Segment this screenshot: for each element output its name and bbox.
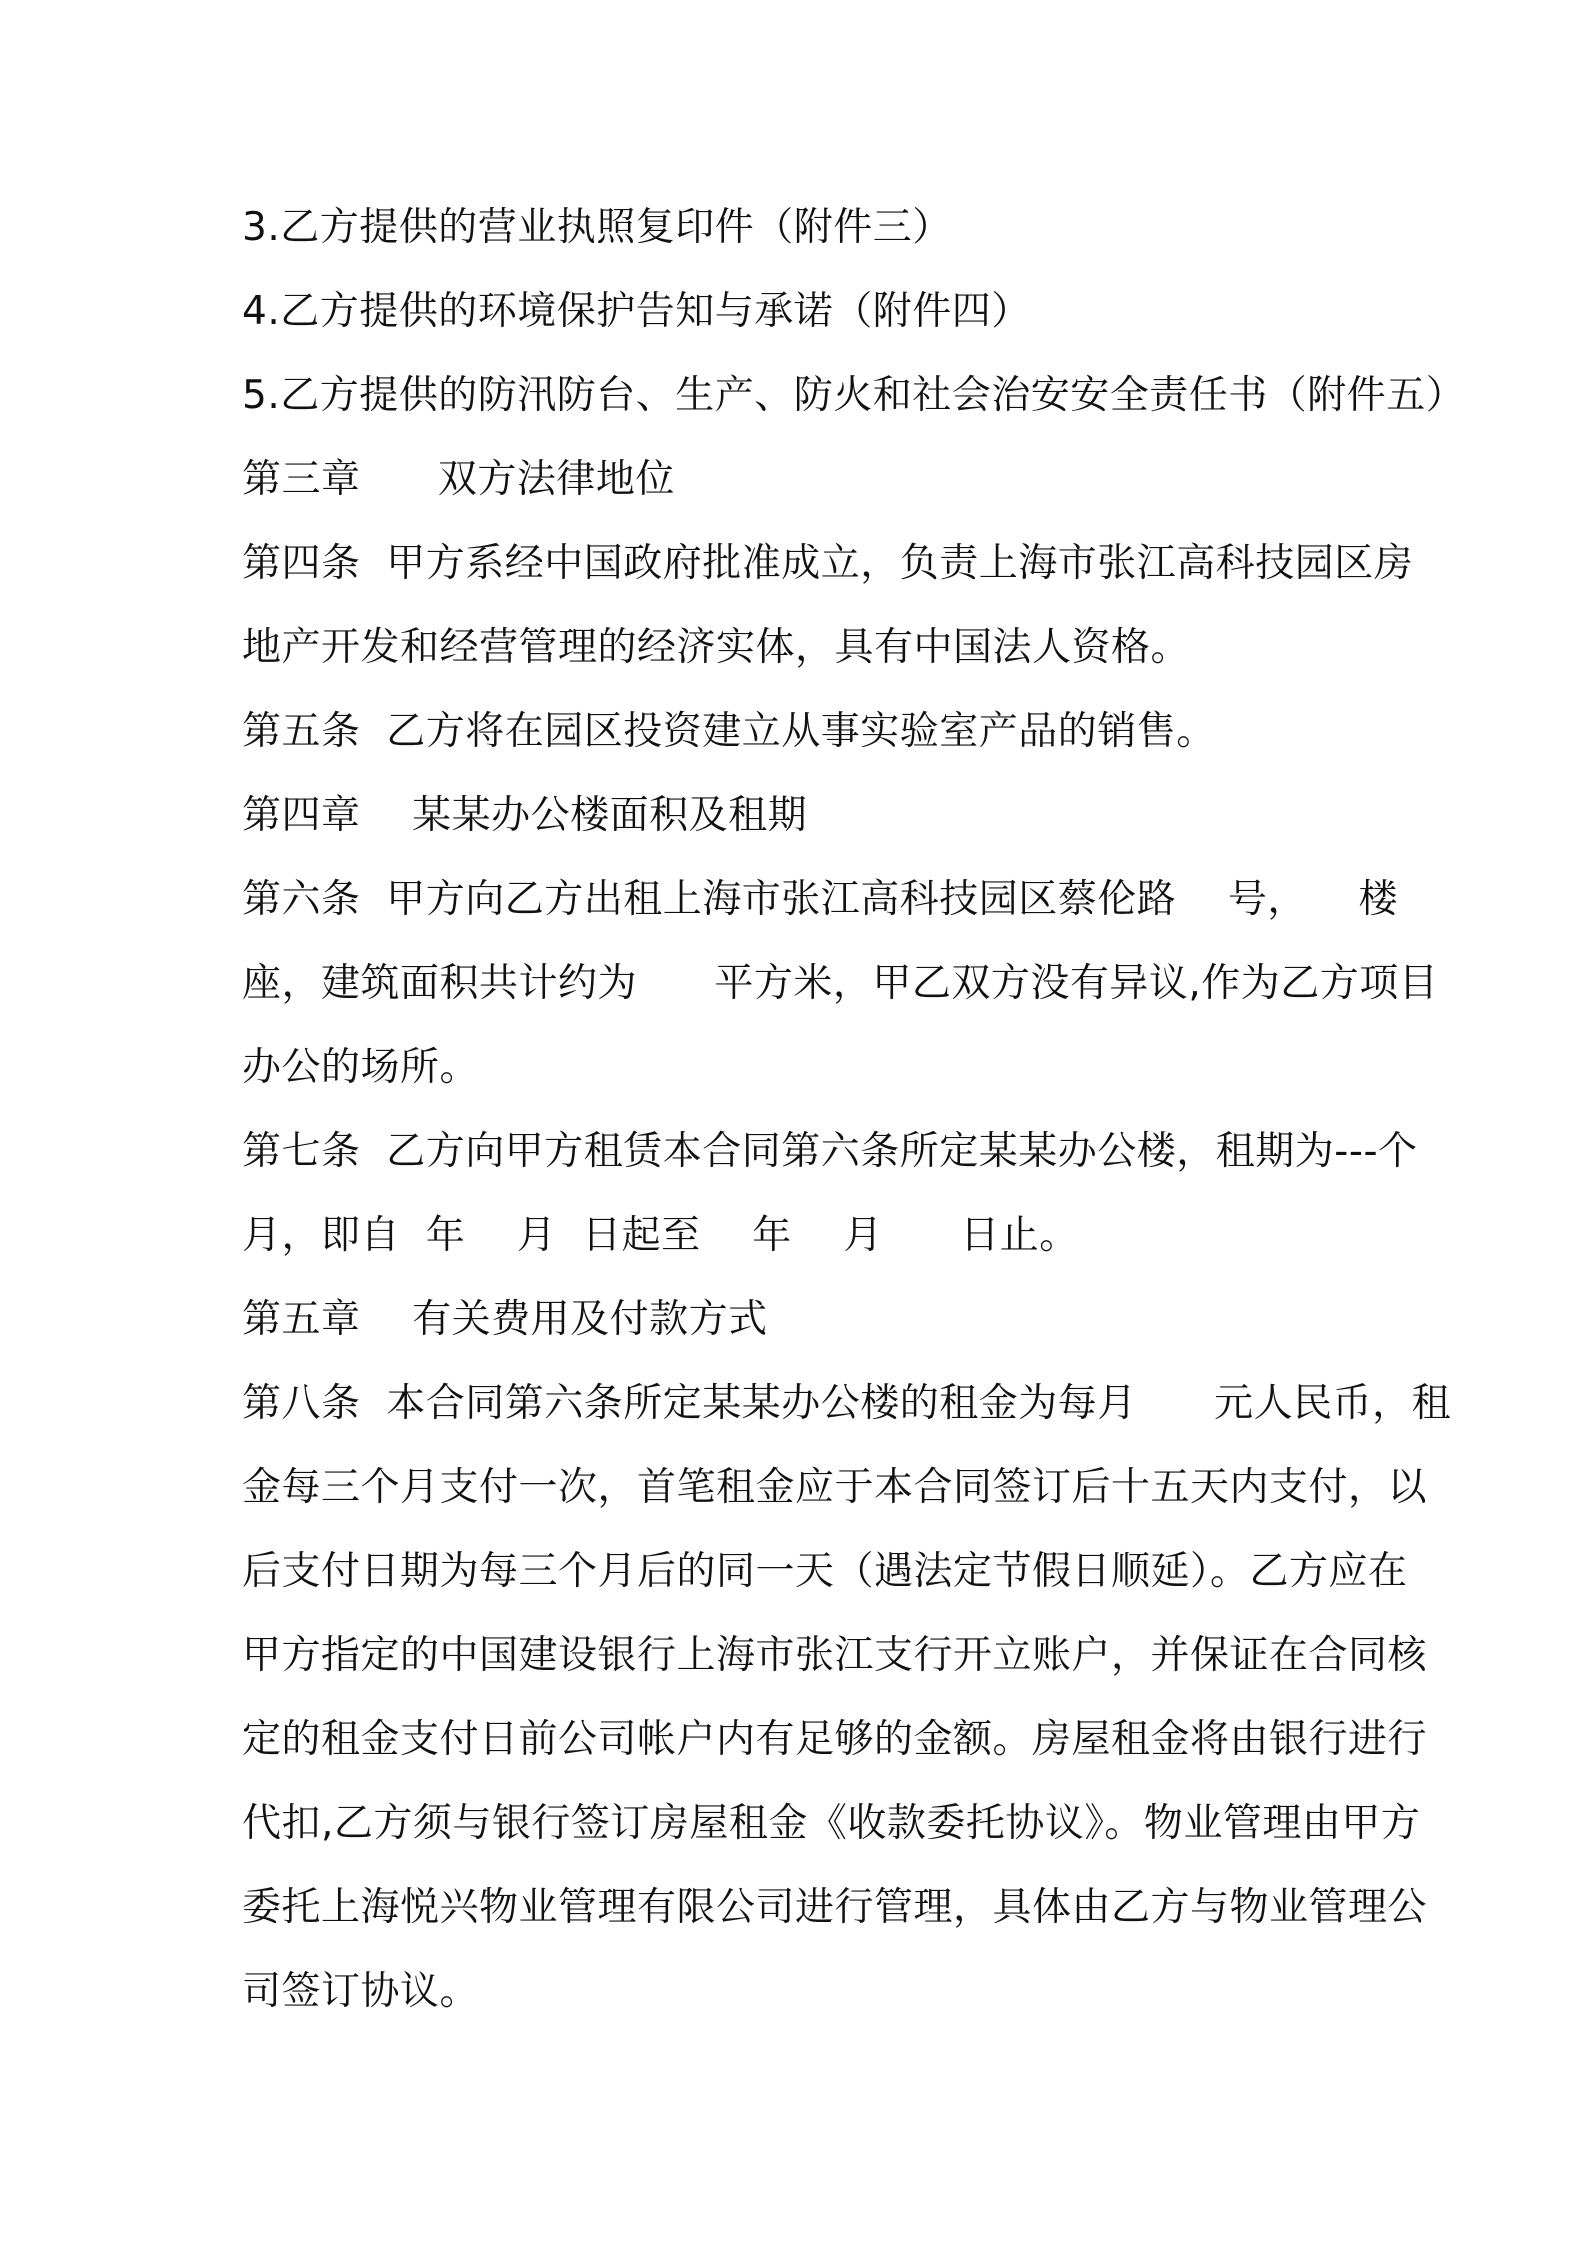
chapter-heading-5: 第五章 有关费用及付款方式	[242, 1297, 768, 1342]
article-4-line-2: 地产开发和经营管理的经济实体，具有中国法人资格。	[242, 625, 1191, 670]
article-6-line-2: 座，建筑面积共计约为 平方米，甲乙双方没有异议,作为乙方项目	[242, 961, 1439, 1006]
article-8-line-4: 甲方指定的中国建设银行上海市张江支行开立账户，并保证在合同核	[242, 1633, 1428, 1678]
article-7-line-1: 第七条 乙方向甲方租赁本合同第六条所定某某办公楼，租期为---个	[242, 1129, 1418, 1174]
text-line-attachment-4: 4.乙方提供的环境保护告知与承诺（附件四）	[242, 289, 1031, 334]
article-6-line-1: 第六条 甲方向乙方出租上海市张江高科技园区蔡伦路 号， 楼	[242, 877, 1398, 922]
article-8-line-7: 委托上海悦兴物业管理有限公司进行管理，具体由乙方与物业管理公	[242, 1885, 1428, 1930]
text-line-attachment-5: 5.乙方提供的防汛防台、生产、防火和社会治安安全责任书（附件五）	[242, 373, 1466, 418]
article-6-line-3: 办公的场所。	[242, 1045, 480, 1090]
chapter-heading-3: 第三章 双方法律地位	[242, 457, 675, 502]
chapter-heading-4: 第四章 某某办公楼面积及租期	[242, 793, 808, 838]
article-8-line-1: 第八条 本合同第六条所定某某办公楼的租金为每月 元人民币，租	[242, 1381, 1452, 1426]
text-line-attachment-3: 3.乙方提供的营业执照复印件（附件三）	[242, 205, 952, 250]
article-4-line-1: 第四条 甲方系经中国政府批准成立，负责上海市张江高科技园区房	[242, 541, 1414, 586]
article-7-line-2: 月，即自 年 月 日起至 年 月 日止。	[242, 1213, 1079, 1258]
article-8-line-5: 定的租金支付日前公司帐户内有足够的金额。房屋租金将由银行进行	[242, 1717, 1428, 1762]
article-5-line-1: 第五条 乙方将在园区投资建立从事实验室产品的销售。	[242, 709, 1216, 754]
article-8-line-6: 代扣,乙方须与银行签订房屋租金《收款委托协议》。物业管理由甲方	[242, 1801, 1421, 1846]
article-8-line-8: 司签订协议。	[242, 1969, 480, 2014]
article-8-line-3: 后支付日期为每三个月后的同一天（遇法定节假日顺延）。乙方应在	[242, 1549, 1408, 1594]
article-8-line-2: 金每三个月支付一次，首笔租金应于本合同签订后十五天内支付，以	[242, 1465, 1428, 1510]
